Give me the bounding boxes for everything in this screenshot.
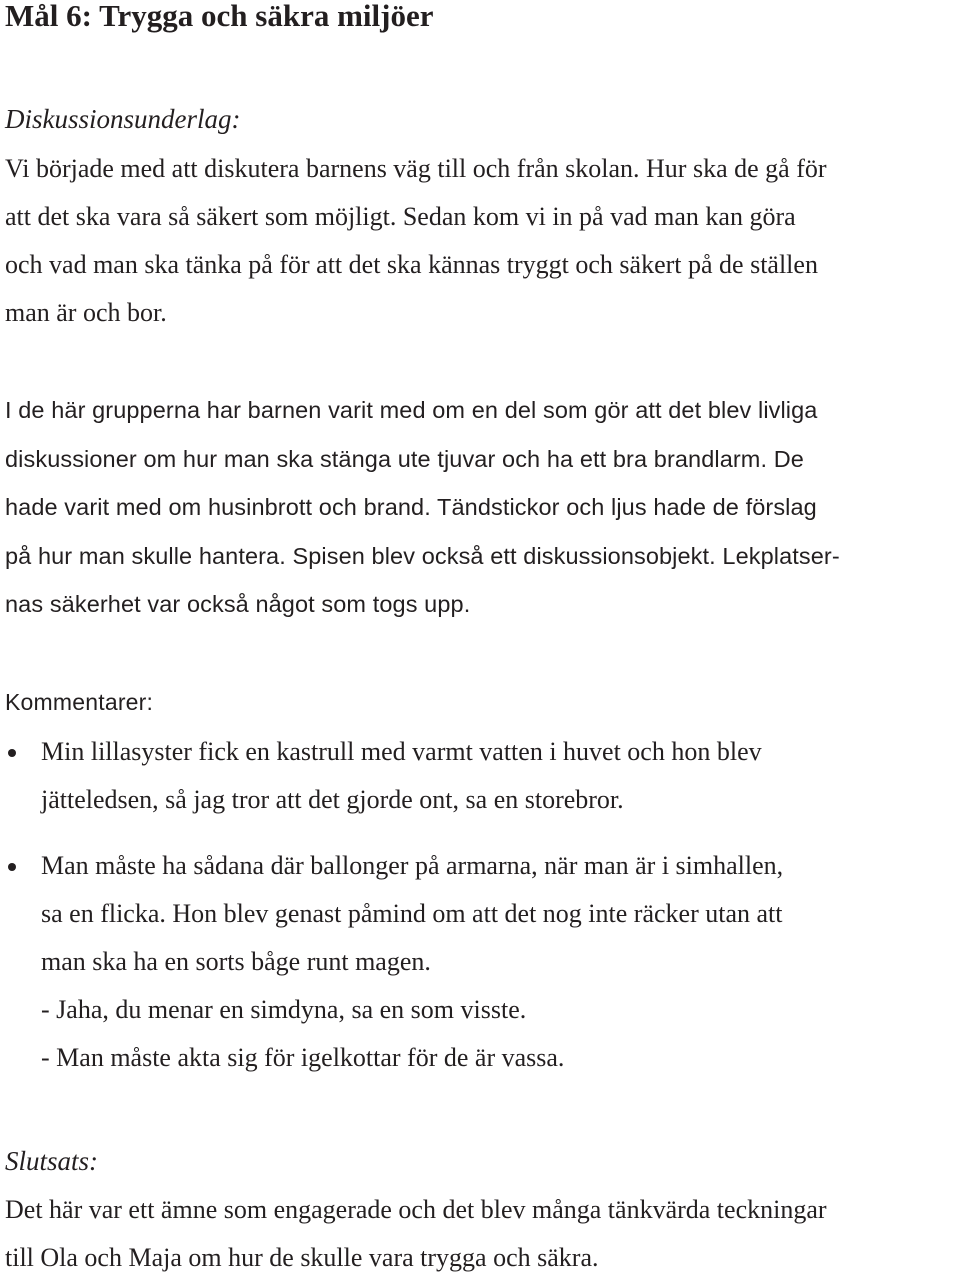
text-line: sa en flicka. Hon blev genast påmind om att det nog inte räcker utan att [41, 899, 783, 928]
comment-text [41, 728, 951, 824]
text-line: nas säkerhet var också något som togs upp. [5, 591, 471, 617]
text-line: diskussioner om hur man ska stänga ute tjuvar och ha ett bra brandlarm. De [5, 445, 804, 472]
discussion-paragraph-2 [5, 386, 945, 629]
text-line: jätteledsen, så jag tror att det gjorde ont, sa en storebror. [41, 785, 624, 814]
text-line: till Ola och Maja om hur de skulle vara trygga och säkra. [5, 1243, 599, 1272]
text-line: Det här var ett ämne som engagerade och det blev många tänkvärda teckningar [5, 1195, 827, 1224]
conclusion-label: Slutsats: [5, 1146, 99, 1176]
text-line: Min lillasyster fick en kastrull med varmt vatten i huvet och hon blev [41, 737, 762, 766]
comment-text [41, 842, 951, 1082]
text-line: man är och bor. [5, 298, 167, 327]
discussion-paragraph-1 [5, 145, 955, 337]
text-line: att det ska vara så säkert som möjligt. Sedan kom vi in på vad man kan göra [5, 202, 796, 231]
comments-label: Kommentarer: [5, 689, 154, 715]
text-line: på hur man skulle hantera. Spisen blev också ett diskussionsobjekt. Lekplatser- [5, 542, 840, 569]
text-line: - Man måste akta sig för igelkottar för de är vassa. [41, 1043, 565, 1072]
text-line: Vi började med att diskutera barnens väg till och från skolan. Hur ska de gå för [5, 154, 827, 183]
discussion-label: Diskussionsunderlag: [5, 104, 241, 134]
conclusion-paragraph [5, 1186, 955, 1282]
text-line: man ska ha en sorts båge runt magen. [41, 947, 431, 976]
text-line: och vad man ska tänka på för att det ska kännas tryggt och säkert på de ställen [5, 250, 818, 279]
text-line: Man måste ha sådana där ballonger på armarna, när man är i simhallen, [41, 851, 784, 880]
page-title: Mål 6: Trygga och säkra miljöer [5, 0, 434, 33]
text-line: - Jaha, du menar en simdyna, sa en som visste. [41, 995, 527, 1024]
text-line: I de här grupperna har barnen varit med om en del som gör att det blev livliga [5, 397, 818, 423]
bullet-icon [8, 863, 16, 871]
bullet-icon [8, 749, 16, 757]
text-line: hade varit med om husinbrott och brand. Tändstickor och ljus hade de förslag [5, 494, 817, 520]
